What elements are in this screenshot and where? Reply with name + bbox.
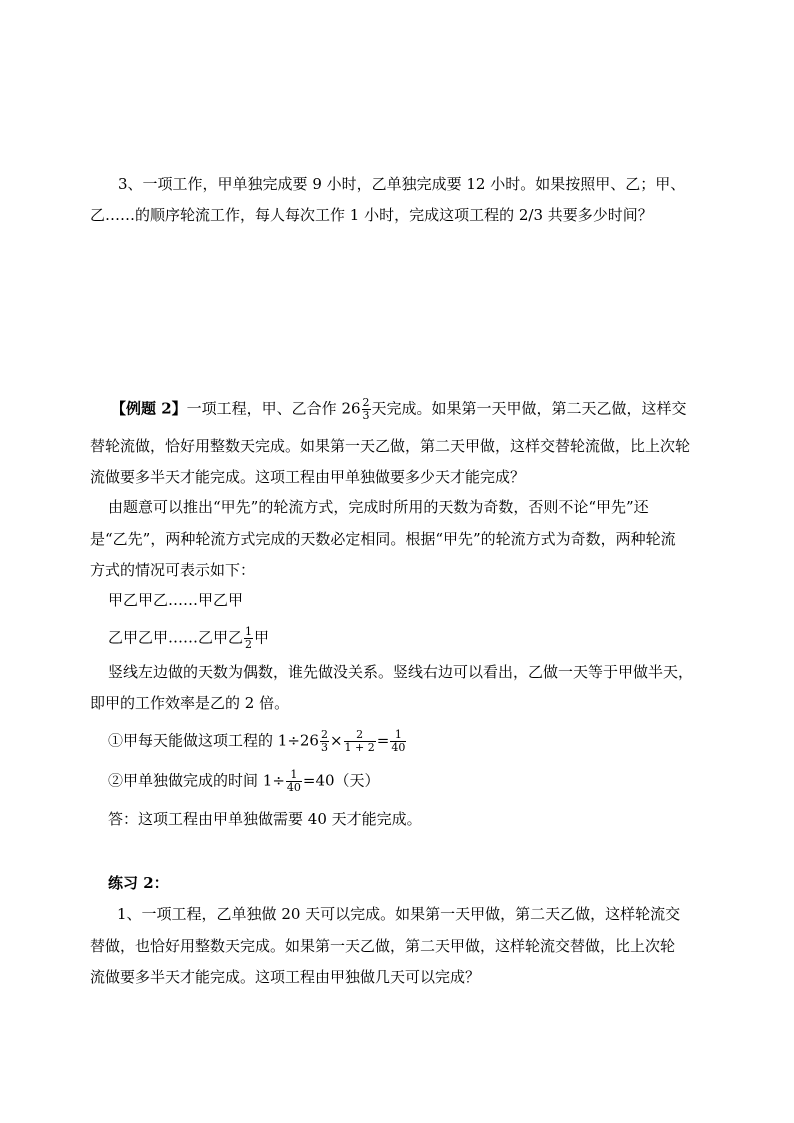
step1-fraction-1: $\frac{2}{3}$	[320, 728, 328, 754]
q3-line-2: 乙……的顺序轮流工作，每人每次工作 1 小时，完成这项工程的 2/3 共要多少时间？	[90, 206, 653, 224]
practice2-title: 练习 2：	[108, 874, 169, 892]
example2-text-pre: 一项工程，甲、乙合作 26	[186, 399, 361, 418]
solution-p2-line-1: 竖线左边做的天数为偶数，谁先做没关系。竖线右边可以看出，乙做一天等于甲做半天，	[108, 663, 694, 681]
example2-line-3: 流做要多半天才能完成。这项工程由甲单独做要多少天才能完成？	[90, 468, 526, 486]
solution-p2-line-2: 即甲的工作效率是乙的 2 倍。	[90, 694, 290, 712]
practice2-line-1: 1、一项工程，乙单独做 20 天可以完成。如果第一天甲做，第二天乙做，这样轮流交	[117, 905, 681, 923]
step1-fraction-3: $\frac{1}{40}$	[391, 728, 406, 754]
example2-fraction: $\frac{2}{3}$	[362, 396, 370, 422]
example2-line-2: 替轮流做，恰好用整数天完成。如果第一天乙做，第二天甲做，这样交替轮流做，比上次轮	[90, 437, 691, 455]
solution-p1-line-2: 是“乙先”，两种轮流方式完成的天数必定相同。根据“甲先”的轮流方式为奇数，两种轮流	[90, 530, 676, 548]
step2-fraction: $\frac{1}{40}$	[286, 768, 301, 794]
example2-text-post: 天完成。如果第一天甲做，第二天乙做，这样交	[371, 399, 687, 418]
solution-p1-line-3: 方式的情况可表示如下：	[90, 561, 256, 579]
practice2-line-3: 流做要多半天才能完成。这项工程由甲独做几天可以完成？	[90, 968, 481, 986]
sequence-yi-first: 乙甲乙甲……乙甲乙 $\frac{1}{2}$ 甲	[108, 625, 270, 651]
solution-p1-line-1: 由题意可以推出“甲先”的轮流方式，完成时所用的天数为奇数，否则不论“甲先”还	[108, 498, 649, 516]
example2-line-1	[111, 397, 687, 422]
solution-step-2: ②甲单独做完成的时间 1÷ $\frac{1}{40}$ =40（天）	[108, 768, 380, 794]
half-fraction: $\frac{1}{2}$	[245, 625, 253, 651]
solution-answer: 答：这项工程由甲单独做需要 40 天才能完成。	[108, 810, 422, 828]
example2-label: 【例题 2】	[111, 399, 187, 418]
step1-fraction-2: $\frac{2}{1 + 2}$	[344, 728, 375, 754]
sequence-jia-first: 甲乙甲乙……甲乙甲	[108, 591, 244, 609]
q3-line-1: 3、一项工作，甲单独完成要 9 小时，乙单独完成要 12 小时。如果按照甲、乙；甲、	[118, 175, 686, 193]
solution-step-1: ①甲每天能做这项工程的 1÷26 $\frac{2}{3}$ × $\frac{2}{1 + 2}$ = $\frac{1}{40}$	[108, 728, 406, 754]
practice2-line-2: 替做，也恰好用整数天完成。如果第一天乙做，第二天甲做，这样轮流交替做，比上次轮	[90, 937, 676, 955]
